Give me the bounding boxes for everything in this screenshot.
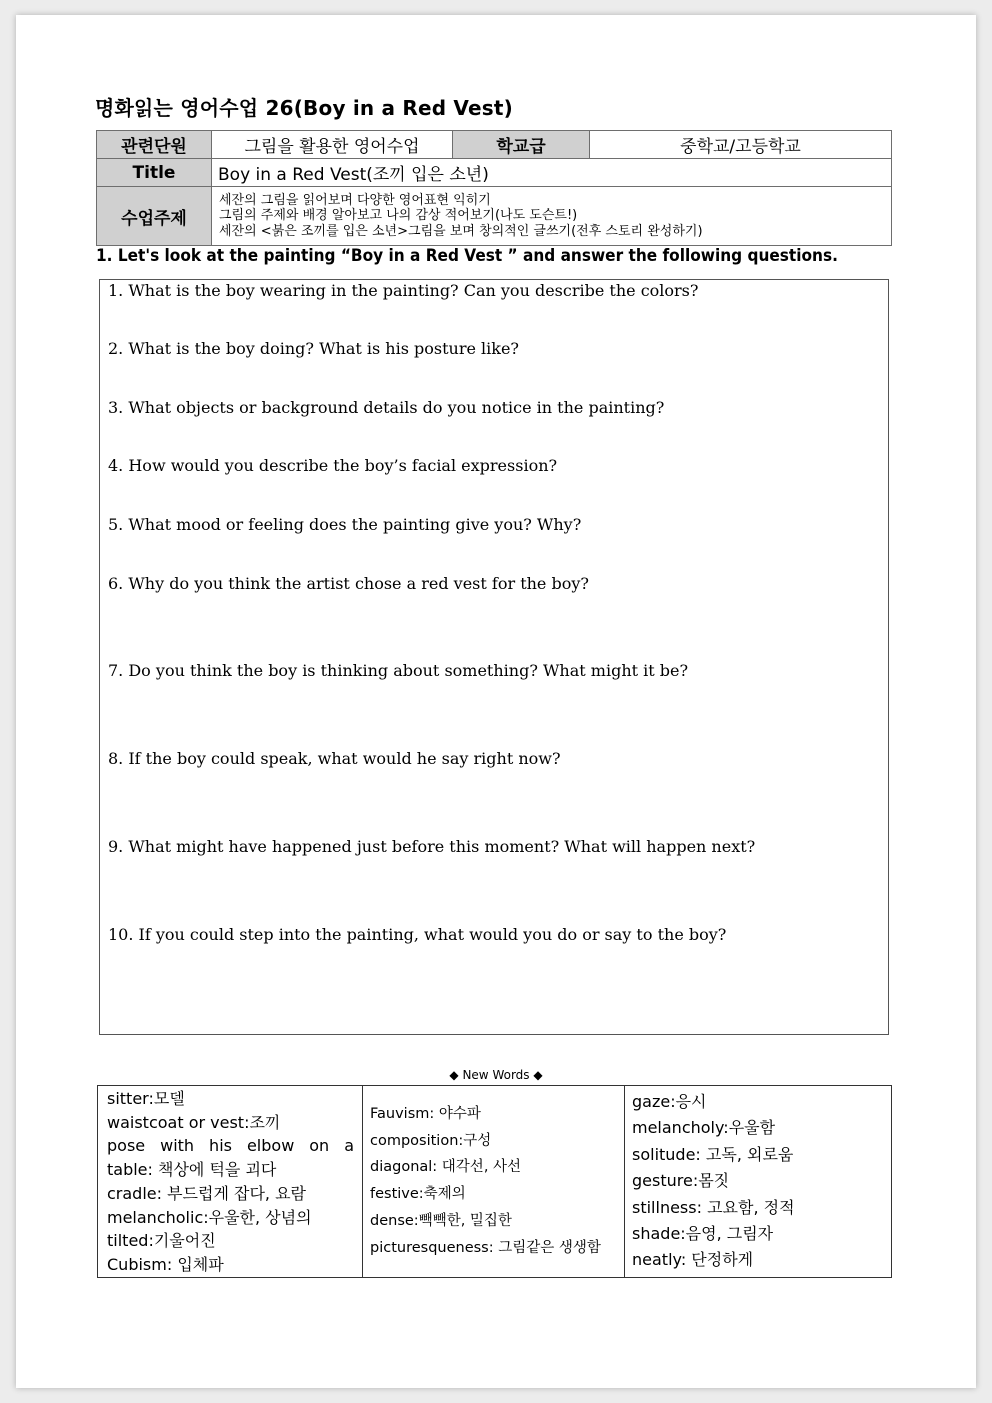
word-entry: diagonal: 대각선, 사선 <box>370 1159 522 1176</box>
word-entry: shade:음영, 그림자 <box>632 1224 774 1244</box>
word-entry: Cubism: 입체파 <box>107 1254 224 1274</box>
word-entry: gesture:몸짓 <box>632 1171 730 1191</box>
word-entry: Fauvism: 야수파 <box>370 1106 481 1122</box>
word-entry: picturesqueness: 그림같은 생생함 <box>370 1239 601 1256</box>
word-entry: dense:빽빽한, 밀집한 <box>370 1212 512 1229</box>
topic-line: 그림의 주제와 배경 알아보고 나의 감상 적어보기(나도 도슨트!) <box>219 208 578 224</box>
word-entry: sitter:모델 <box>107 1089 185 1108</box>
question-item: 1. What is the boy wearing in the painting? Can you describe the colors? <box>108 281 699 300</box>
topic-value <box>212 187 892 246</box>
question-item: 7. Do you think the boy is thinking about something? What might it be? <box>108 661 689 680</box>
topic-line: 세잔의 그림을 읽어보며 다양한 영어표현 익히기 <box>219 192 491 208</box>
words-column-3 <box>625 1086 892 1278</box>
new-words-label: ◆ New Words ◆ <box>449 1068 543 1082</box>
question-item: 10. If you could step into the painting, what would you do or say to the boy? <box>108 925 727 944</box>
question-item: 6. Why do you think the artist chose a red vest for the boy? <box>108 574 589 593</box>
topic-line: 세잔의 <붉은 조끼를 입은 소년>그림을 보며 창의적인 글쓰기(전후 스토리 완성하기) <box>219 223 703 239</box>
document-title: 명화읽는 영어수업 26(Boy in a Red Vest) <box>95 96 513 120</box>
unit-value: 그림을 활용한 영어수업 <box>212 131 453 159</box>
questions-box <box>99 279 889 1035</box>
word-entry: solitude: 고독, 외로움 <box>632 1144 794 1164</box>
word-entry: gaze:응시 <box>632 1092 707 1111</box>
new-words-table <box>97 1085 892 1278</box>
word-entry: festive:축제의 <box>370 1186 466 1203</box>
word-entry: melancholy:우울함 <box>632 1118 776 1138</box>
word-entry: neatly: 단정하게 <box>632 1250 754 1270</box>
lesson-info-table <box>96 130 892 246</box>
title-label: Title <box>97 159 212 187</box>
word-entry: tilted:기울어진 <box>107 1231 216 1251</box>
word-entry: cradle: 부드럽게 잡다, 요람 <box>107 1183 307 1203</box>
section-heading: 1. Let's look at the painting “Boy in a Red Vest ” and answer the following questions. <box>96 246 838 265</box>
question-item: 9. What might have happened just before this moment? What will happen next? <box>108 837 756 856</box>
question-item: 4. How would you describe the boy’s facial expression? <box>108 456 558 475</box>
word-entry: melancholic:우울한, 상념의 <box>107 1207 312 1227</box>
words-column-1 <box>98 1086 363 1278</box>
title-value: Boy in a Red Vest(조끼 입은 소년) <box>212 159 892 187</box>
words-column-2 <box>363 1086 625 1278</box>
question-item: 8. If the boy could speak, what would he say right now? <box>108 749 561 768</box>
word-entry: stillness: 고요함, 정적 <box>632 1197 795 1217</box>
word-entry: waistcoat or vest:조끼 <box>107 1112 281 1132</box>
word-entry: composition:구성 <box>370 1132 492 1149</box>
grade-label: 학교급 <box>453 131 590 159</box>
topic-label: 수업주제 <box>97 187 212 246</box>
unit-label: 관련단원 <box>97 131 212 159</box>
question-item: 5. What mood or feeling does the painting give you? Why? <box>108 515 582 534</box>
word-entry: pose with his elbow on a table: 책상에 턱을 괴다 <box>107 1136 354 1180</box>
question-item: 2. What is the boy doing? What is his posture like? <box>108 339 519 358</box>
grade-value: 중학교/고등학교 <box>590 131 892 159</box>
question-item: 3. What objects or background details do you notice in the painting? <box>108 398 665 417</box>
